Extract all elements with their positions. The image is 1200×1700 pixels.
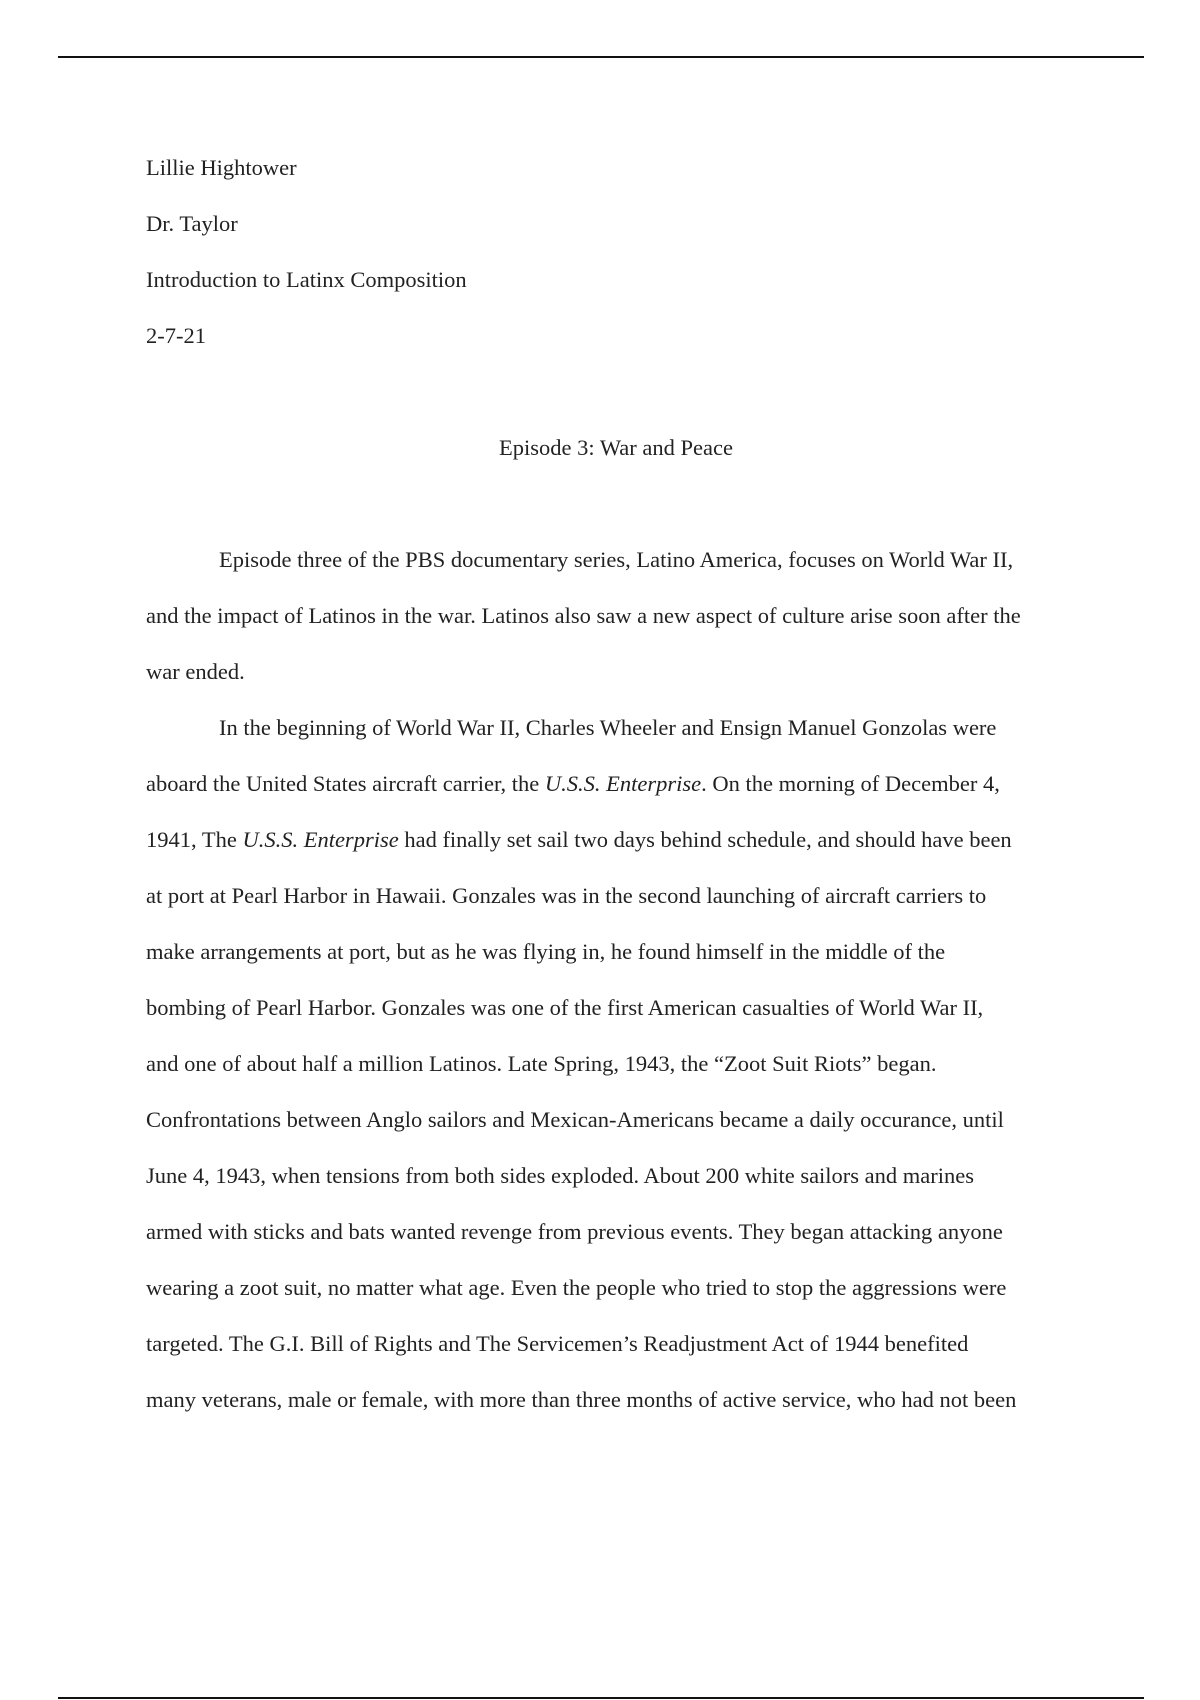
paragraph-line bbox=[146, 756, 1096, 812]
paragraph-line: make arrangements at port, but as he was flying in, he found himself in the middle of the bbox=[146, 939, 946, 964]
essay-title: Episode 3: War and Peace bbox=[499, 435, 733, 460]
course-name: Introduction to Latinx Composition bbox=[146, 267, 467, 292]
paragraph-line: and one of about half a million Latinos. Late Spring, 1943, the “Zoot Suit Riots” began. bbox=[146, 1051, 937, 1076]
document-page bbox=[146, 140, 1096, 1428]
author-name: Lillie Hightower bbox=[146, 155, 297, 180]
paragraph-2 bbox=[146, 700, 1096, 1428]
paragraph-line: war ended. bbox=[146, 659, 245, 684]
line-text: . On the morning of December 4, bbox=[701, 771, 1000, 796]
paragraph-line: Confrontations between Anglo sailors and Mexican-Americans became a daily occurance, until bbox=[146, 1107, 1004, 1132]
paragraph-line: and the impact of Latinos in the war. Latinos also saw a new aspect of culture arise soon after the bbox=[146, 603, 1021, 628]
paragraph-1 bbox=[146, 532, 1096, 700]
ship-name-italic: U.S.S. Enterprise bbox=[242, 827, 399, 852]
paragraph-line: targeted. The G.I. Bill of Rights and The Servicemen’s Readjustment Act of 1944 benefited bbox=[146, 1331, 969, 1356]
ship-name-italic: U.S.S. Enterprise bbox=[544, 771, 702, 796]
assignment-date: 2-7-21 bbox=[146, 323, 206, 348]
line-text: 1941, The bbox=[146, 827, 243, 852]
top-rule bbox=[58, 56, 1144, 58]
paragraph-line bbox=[146, 812, 1096, 868]
paragraph-line: at port at Pearl Harbor in Hawaii. Gonzales was in the second launching of aircraft carriers to bbox=[146, 883, 987, 908]
paragraph-line: Episode three of the PBS documentary series, Latino America, focuses on World War II, bbox=[219, 547, 1014, 572]
paragraph-line: many veterans, male or female, with more than three months of active service, who had not been bbox=[146, 1387, 1017, 1412]
line-text: had finally set sail two days behind schedule, and should have been bbox=[398, 827, 1012, 852]
paragraph-line: June 4, 1943, when tensions from both sides exploded. About 200 white sailors and marines bbox=[146, 1163, 975, 1188]
line-text: aboard the United States aircraft carrier, the bbox=[146, 771, 545, 796]
paragraph-line: In the beginning of World War II, Charles Wheeler and Ensign Manuel Gonzolas were bbox=[219, 715, 997, 740]
paragraph-line: armed with sticks and bats wanted revenge from previous events. They began attacking anyone bbox=[146, 1219, 1003, 1244]
bottom-rule bbox=[58, 1697, 1144, 1699]
paragraph-line: bombing of Pearl Harbor. Gonzales was one of the first American casualties of World War II, bbox=[146, 995, 984, 1020]
paragraph-line: wearing a zoot suit, no matter what age. Even the people who tried to stop the aggressions were bbox=[146, 1275, 1007, 1300]
instructor-name: Dr. Taylor bbox=[146, 211, 238, 236]
